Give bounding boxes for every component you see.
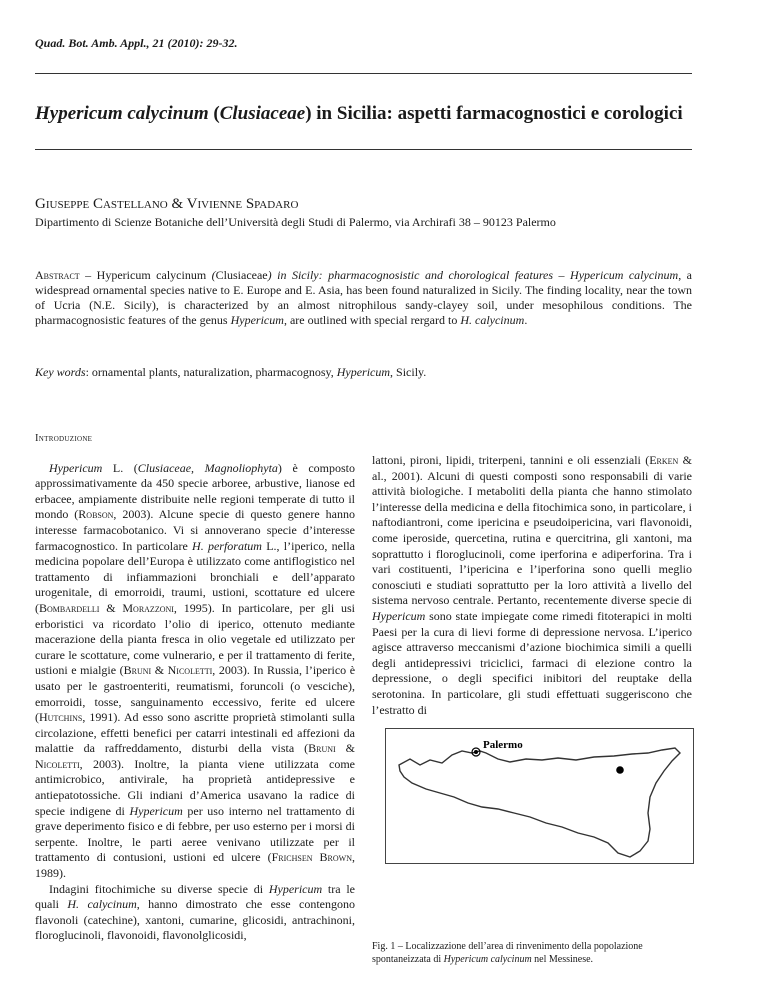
author-citation: Bruni & Nicoletti xyxy=(35,741,355,771)
intro-paragraph-2 xyxy=(35,882,355,944)
intro-paragraph-1 xyxy=(35,461,355,882)
body-text: , 1991). Ad esso sono ascritte proprietà stimolanti sulla circolazione, effetti benefici per catarri intestinali ed affezioni da malattie da raffreddamento, disturbi della vista ( xyxy=(35,710,355,756)
authors: Giuseppe Castellano & Vivienne Spadaro xyxy=(35,196,299,212)
body-text: , hanno dimostrato che esse contengono flavonoli (catechine), xantoni, cumarine, glicosidi, antrachinoni, floroglucinoli, flavonoidi, flavonolglicosidi, xyxy=(35,897,355,943)
author-citation: Robson xyxy=(78,507,114,522)
body-text: Indagini fitochimiche su diverse specie di xyxy=(49,881,269,896)
italic-text: Hypericum xyxy=(129,803,183,818)
author-citation: Bruni & Nicoletti xyxy=(123,663,213,678)
body-text: , 2003). In Russia, l’iperico è usato per le gastroenteriti, reumatismi, foruncoli (o vesciche), emorroidi, tosse, sanguinamento eccessivo, ferite ed ulcere ( xyxy=(35,663,356,725)
body-text: sono state impiegate come rimedi fitoterapici in molti Paesi per la cura di lievi forme di depressione nervosa. L’iperico agisce attraverso meccanismi d’azione biochimica simili a quelli degli antidepressivi triciclici, farmaci di elezione contro la depressione, o degli specifici inibitori del reuptake della serotonina. In particolare, gli studi effettuati suggeriscono che l’estratto di xyxy=(372,608,692,717)
palermo-marker-dot xyxy=(474,750,478,754)
author-citation: Frichsen Brown xyxy=(271,850,352,865)
sicily-outline xyxy=(399,748,680,857)
left-column xyxy=(35,431,355,944)
body-text: , 1995). In particolare, per gli usi erboristici va ricordato l’olio di iperico, ottenuto mediante macerazione della pianta fresca in olio vegetale ed utilizzato per curare le scottature, come vulnerario, e per il trattamento di ferite, ustioni e mialgie ( xyxy=(35,600,355,678)
palermo-label: Palermo xyxy=(483,739,523,751)
affiliation: Dipartimento di Scienze Botaniche dell’Università degli Studi di Palermo, via Archirafi 38 – 90123 Palermo xyxy=(35,215,556,229)
body-text: L., l’iperico, nella medicina popolare dell’Europa è utilizzato come antiflogistico nel trattamento di infiammazioni bronchiali e dell’apparato urogenitale, di emorroidi, traumi, ustioni, scottature ed ulcere ( xyxy=(35,538,356,615)
sicily-map xyxy=(386,729,693,863)
body-text: & al., 2001). Alcuni di questi composti sono responsabili di varie attività biologiche. I metaboliti della pianta che hanno stimolato l’interesse della medicina e della fitochimica sono, in particolare, i naftodiantroni, come ipericina e pseudoipericina, vari flavonoidi, come iperoside, quercetina, rutina e quercitrina, gli xantoni, ma soprattutto i floroglucinoli, come iperforina e adiperforina. Tra i vari costituenti, l’ipericina e l’iperforina sono quelli meglio conosciuti e studiati soprattutto per la loro attività a livello del sistema nervoso centrale. Pertanto, recentemente diverse specie di xyxy=(372,453,692,608)
body-text: tra le quali xyxy=(35,881,355,912)
body-text: per uso interno nel trattamento di grave deperimento fisico e di febbre, per uso esterno per i morsi di serpente. Inoltre, le parti aeree venivano utilizzate per il trattamento di contusioni, ustioni ed ulcere ( xyxy=(35,803,356,865)
keywords: Key words: ornamental plants, naturalization, pharmacognosy, Hypericum, Sicily. xyxy=(35,365,427,379)
top-rule xyxy=(35,73,692,74)
continued-paragraph xyxy=(372,453,692,718)
section-heading-introduzione: Introduzione xyxy=(35,433,93,444)
italic-text: Hypericum xyxy=(49,460,103,475)
ucria-locality-marker xyxy=(616,766,624,774)
body-text: lattoni, pironi, lipidi, triterpeni, tannini e oli essenziali ( xyxy=(372,453,650,467)
body-text: , 1989). xyxy=(35,850,355,881)
italic-text: H. perforatum xyxy=(192,538,262,553)
body-text: , 2003). Alcune specie di questo genere hanno interesse farmacobotanico. Vi si annoverano specie d’interesse farmacognostico. In particolare xyxy=(35,507,355,553)
sicily-map-figure xyxy=(385,728,694,864)
italic-text: H. calycinum xyxy=(67,897,137,912)
body-text: , 2003). Inoltre, la pianta viene utilizzata come antimicrobico, antivirale, ha proprietà antidepressive e antiepatotossiche. Gli indiani d’America usavano la radice di specie indigene di xyxy=(35,756,355,818)
italic-text: Clusiaceae, Magnoliophyta xyxy=(137,460,278,475)
figure-caption: Fig. 1 – Localizzazione dell’area di rinvenimento della popolazione spontaneizzata di Hypericum calycinum nel Messinese. xyxy=(372,941,643,965)
author-citation: Hutchins xyxy=(39,710,83,725)
paper-title: Hypericum calycinum (Clusiaceae) in Sicilia: aspetti farmacognostici e corologici xyxy=(35,103,683,124)
title-rule xyxy=(35,149,692,150)
author-citation: Bombardelli & Morazzoni xyxy=(39,600,174,615)
italic-text: Hypericum xyxy=(268,881,323,896)
journal-citation: Quad. Bot. Amb. Appl., 21 (2010): 29-32. xyxy=(35,36,238,50)
body-text: ) è composto approssimativamente da 450 specie arboree, arbustive, lianose ed erbacee, ampiamente distribuite nelle regioni temperate di tutto il mondo ( xyxy=(35,460,355,522)
abstract: Abstract – Hypericum calycinum (Clusiaceae) in Sicily: pharmacognosistic and chorological features – Hypericum calycinum, a widespread ornamental species native to E. Europe and E. Asia, has been found naturalized in Sicily. The finding locality, near the town of Ucria (N.E. Sicily), is characterized by an almost nitrophilous sandy-clayey soil, under mesophilous conditions. The pharmacognosistic features of the genus Hypericum, are outlined with special rergard to H. calycinum. xyxy=(35,268,693,327)
italic-text: Hypericum xyxy=(372,608,426,623)
right-column xyxy=(372,453,692,718)
body-text: L. ( xyxy=(102,460,138,475)
author-citation: Erken xyxy=(649,453,679,467)
